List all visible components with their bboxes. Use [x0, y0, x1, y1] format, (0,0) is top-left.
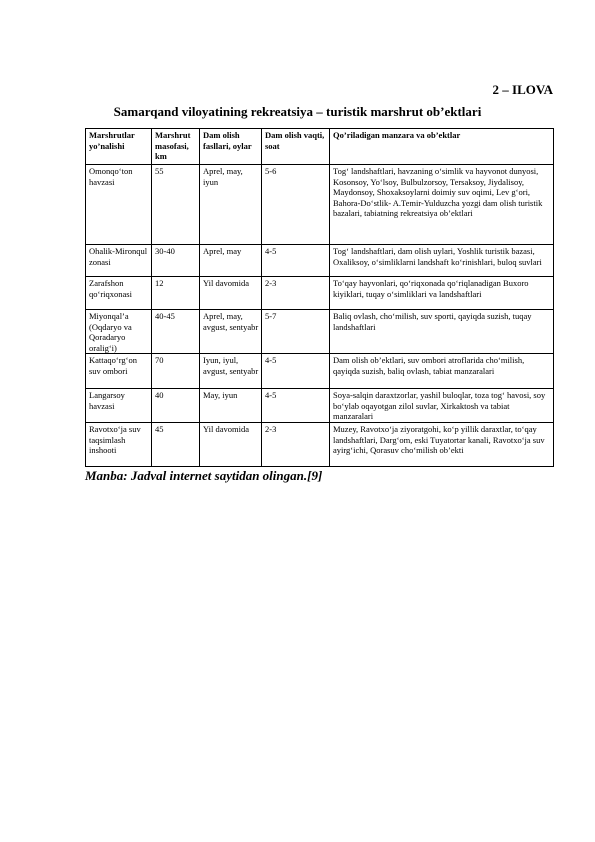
cell-sights: Dam olish ob’ektlari, suv ombori atroflarida cho‘milish, qayiqda suzish, baliq ovlash, tabiat manzaralari [330, 354, 554, 389]
cell-seasons: Aprel, may, iyun [200, 165, 262, 245]
cell-distance: 30-40 [152, 245, 200, 277]
table-row [86, 277, 554, 310]
cell-seasons: Aprel, may, avgust, sentyabr [200, 310, 262, 354]
cell-distance: 40-45 [152, 310, 200, 354]
cell-route: Omonqo‘ton havzasi [86, 165, 152, 245]
cell-route: Langarsoy havzasi [86, 389, 152, 423]
table-header-row [86, 129, 554, 165]
table-row [86, 165, 554, 245]
cell-sights: To‘qay hayvonlari, qo‘riqxonada qo‘riqlanadigan Buxoro kiyiklari, tuqay o‘simliklari va landshaftlari [330, 277, 554, 310]
source-note: Manba: Jadval internet saytidan olingan.[9] [85, 468, 323, 483]
header-route-direction: Marshrutlar yo’nalishi [86, 129, 152, 165]
cell-route: Ohalik-Mironqul zonasi [86, 245, 152, 277]
cell-route: Ravotxo‘ja suv taqsimlash inshooti [86, 423, 152, 467]
header-rest-seasons: Dam olish fasllari, oylar [200, 129, 262, 165]
cell-distance: 12 [152, 277, 200, 310]
cell-distance: 55 [152, 165, 200, 245]
cell-sights: Soya-salqin daraxtzorlar, yashil buloqlar, toza tog‘ havosi, soy bo‘ylab oqayotgan zilol suvlar, Xirkaktosh va tabiat manzaralari [330, 389, 554, 423]
cell-duration: 2-3 [262, 423, 330, 467]
cell-route: Kattaqo‘rg‘on suv ombori [86, 354, 152, 389]
cell-seasons: Yil davomida [200, 423, 262, 467]
cell-sights: Muzey, Ravotxo‘ja ziyoratgohi, ko‘p yillik daraxtlar, to‘qay landshaftlari, Darg‘om, eski Tuyatortar kanali, Ravotxo‘ja suv ayirg‘ichi, Qorasuv cho‘milish ob’ekti [330, 423, 554, 467]
page-title: Samarqand viloyatining rekreatsiya – turistik marshrut ob’ektlari [113, 104, 482, 119]
cell-duration: 5-7 [262, 310, 330, 354]
cell-duration: 4-5 [262, 245, 330, 277]
appendix-label: 2 – ILOVA [492, 82, 553, 97]
cell-seasons: Yil davomida [200, 277, 262, 310]
cell-route: Miyonqal’a (Oqdaryo va Qoradaryo oralig‘i) [86, 310, 152, 354]
cell-sights: Tog‘ landshaftlari, havzaning o‘simlik va hayvonot dunyosi, Kosonsoy, Yo‘lsoy, Bulbulzorsoy, Tersaksoy, Jiydalisoy, Maydonsoy, Shoxaksoylarni doimiy suv oqimi, Lev g‘ori, Bahora-Do‘stlik- A.Temir-Yulduzcha yozgi dam olish turistik bazalari, tabiatning rekreatsiya ob’ektlari [330, 165, 554, 245]
cell-seasons: May, iyun [200, 389, 262, 423]
cell-route: Zarafshon qo‘riqxonasi [86, 277, 152, 310]
cell-duration: 4-5 [262, 354, 330, 389]
cell-duration: 4-5 [262, 389, 330, 423]
cell-distance: 70 [152, 354, 200, 389]
cell-distance: 40 [152, 389, 200, 423]
table-row [86, 354, 554, 389]
header-route-distance: Marshrut masofasi, km [152, 129, 200, 165]
cell-duration: 2-3 [262, 277, 330, 310]
cell-sights: Baliq ovlash, cho‘milish, suv sporti, qayiqda suzish, tuqay landshaftlari [330, 310, 554, 354]
routes-table [85, 128, 554, 467]
header-sights: Qo’riladigan manzara va ob’ektlar [330, 129, 554, 165]
cell-seasons: Aprel, may [200, 245, 262, 277]
cell-duration: 5-6 [262, 165, 330, 245]
cell-sights: Tog‘ landshaftlari, dam olish uylari, Yoshlik turistik bazasi, Oxaliksoy, o‘simliklarni landshaft ko‘rinishlari, buloq suvlari [330, 245, 554, 277]
cell-seasons: Iyun, iyul, avgust, sentyabr [200, 354, 262, 389]
table-row [86, 245, 554, 277]
table-row [86, 389, 554, 423]
table-row [86, 310, 554, 354]
cell-distance: 45 [152, 423, 200, 467]
header-rest-duration: Dam olish vaqti, soat [262, 129, 330, 165]
table-row [86, 423, 554, 467]
